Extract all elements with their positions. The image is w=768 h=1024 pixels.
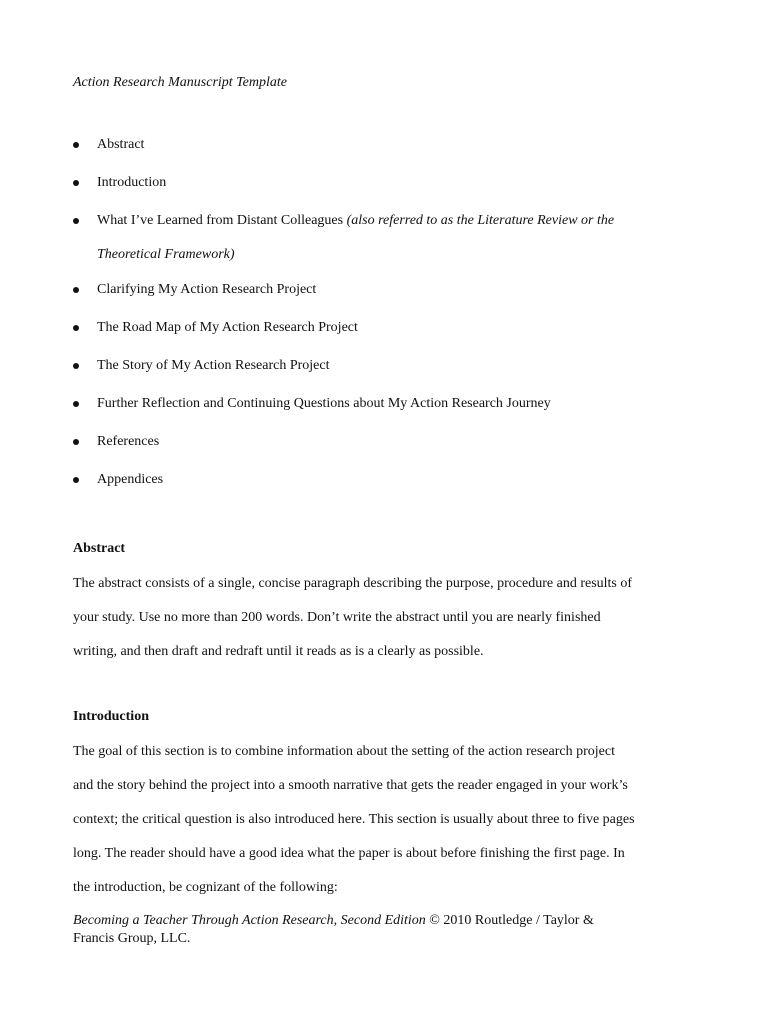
bullet-icon bbox=[73, 363, 79, 369]
copyright-footer bbox=[73, 912, 713, 948]
paragraph-line: The abstract consists of a single, concise paragraph describing the purpose, procedure and results of bbox=[73, 576, 633, 591]
bullet-icon bbox=[73, 180, 79, 186]
toc-item-label: The Road Map of My Action Research Project bbox=[97, 320, 358, 335]
introduction-paragraph bbox=[73, 735, 698, 905]
paragraph-line: The goal of this section is to combine information about the setting of the action research project bbox=[73, 744, 615, 759]
toc-item-note: (also referred to as the Literature Review or the bbox=[346, 213, 615, 228]
bullet-icon bbox=[73, 325, 79, 331]
introduction-heading: Introduction bbox=[73, 709, 149, 724]
bullet-icon bbox=[73, 287, 79, 293]
toc-item-note-continued: Theoretical Framework) bbox=[97, 247, 235, 262]
bullet-icon bbox=[73, 401, 79, 407]
toc-item-label: Abstract bbox=[97, 137, 145, 152]
toc-item-label: Introduction bbox=[97, 175, 167, 190]
footer-line-2: Francis Group, LLC. bbox=[73, 931, 191, 946]
footer-line-1 bbox=[73, 912, 713, 930]
paragraph-line: your study. Use no more than 200 words. Don’t write the abstract until you are nearly finished bbox=[73, 610, 601, 625]
toc-item-label: The Story of My Action Research Project bbox=[97, 358, 330, 373]
toc-item-main-text: What I’ve Learned from Distant Colleagues bbox=[97, 213, 347, 228]
bullet-icon bbox=[73, 439, 79, 445]
toc-item-label bbox=[97, 204, 697, 238]
abstract-paragraph bbox=[73, 567, 698, 669]
bullet-icon bbox=[73, 218, 79, 224]
abstract-heading: Abstract bbox=[73, 541, 126, 556]
bullet-icon bbox=[73, 142, 79, 148]
copyright-text: © 2010 Routledge / Taylor & bbox=[425, 913, 594, 928]
toc-item-label: Further Reflection and Continuing Questions about My Action Research Journey bbox=[97, 396, 551, 411]
toc-item-label: Appendices bbox=[97, 472, 164, 487]
paragraph-line: writing, and then draft and redraft until it reads as is a clearly as possible. bbox=[73, 644, 484, 659]
paragraph-line: the introduction, be cognizant of the following: bbox=[73, 880, 338, 895]
toc-item-label: Clarifying My Action Research Project bbox=[97, 282, 317, 297]
book-title: Becoming a Teacher Through Action Research, Second Edition bbox=[73, 913, 426, 928]
paragraph-line: long. The reader should have a good idea what the paper is about before finishing the first page. In bbox=[73, 846, 625, 861]
document-title: Action Research Manuscript Template bbox=[73, 75, 287, 90]
paragraph-line: context; the critical question is also introduced here. This section is usually about three to five pages bbox=[73, 812, 635, 827]
paragraph-line: and the story behind the project into a smooth narrative that gets the reader engaged in your work’s bbox=[73, 778, 628, 793]
bullet-icon bbox=[73, 477, 79, 483]
toc-item-label: References bbox=[97, 434, 160, 449]
